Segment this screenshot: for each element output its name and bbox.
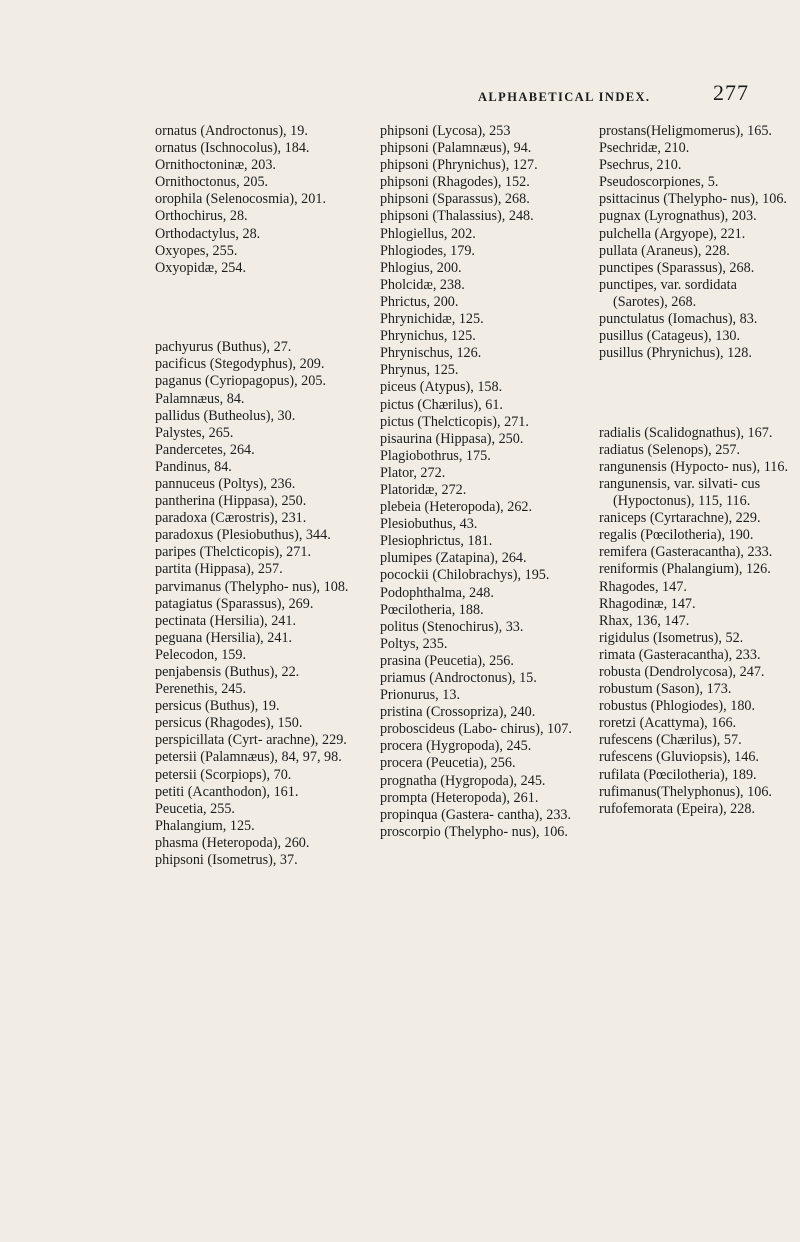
- index-entry: procera (Hygropoda), 245.: [380, 738, 532, 755]
- index-entry: rangunensis (Hypocto- nus), 116.: [599, 458, 789, 475]
- index-entry: pictus (Chærilus), 61.: [380, 396, 503, 413]
- index-entry: roretzi (Acattyma), 166.: [599, 715, 737, 732]
- index-entry: phipsoni (Sparassus), 268.: [380, 191, 530, 208]
- index-entry: pannuceus (Poltys), 236.: [155, 475, 296, 492]
- index-entry: Orthochirus, 28.: [155, 208, 248, 225]
- index-entry: raniceps (Cyrtarachne), 229.: [599, 510, 761, 527]
- index-entry: Phrynischus, 126.: [380, 345, 482, 362]
- index-entry: phipsoni (Lycosa), 253: [380, 123, 511, 139]
- index-entry: petiti (Acanthodon), 161.: [155, 783, 299, 800]
- index-entry: Phalangium, 125.: [155, 817, 255, 834]
- index-entry: peguana (Hersilia), 241.: [155, 629, 293, 646]
- index-entry: Oxyopidæ, 254.: [155, 259, 247, 276]
- index-entry: rufilata (Pœcilotheria), 189.: [599, 766, 757, 783]
- index-entry: Oxyopes, 255.: [155, 242, 238, 259]
- index-entry: phipsoni (Phrynichus), 127.: [380, 157, 538, 174]
- index-entry: Phlogiodes, 179.: [380, 242, 475, 259]
- index-entry: radiatus (Selenops), 257.: [599, 441, 741, 458]
- index-entry: pantherina (Hippasa), 250.: [155, 493, 307, 510]
- index-entry: paradoxus (Plesiobuthus), 344.: [155, 527, 331, 544]
- index-entry: rangunensis, var. silvati- cus (Hypoctonus), 115, 116.: [599, 475, 761, 510]
- index-entry: Perenethis, 245.: [155, 681, 247, 698]
- section-gap: [155, 291, 367, 325]
- index-entry: pictus (Thelcticopis), 271.: [380, 413, 529, 430]
- index-entry: pristina (Crossopriza), 240.: [380, 704, 536, 721]
- index-entry: priamus (Androctonus), 15.: [380, 670, 537, 686]
- index-entry: pusillus (Phrynichus), 128.: [599, 345, 752, 362]
- running-title: ALPHABETICAL INDEX.: [478, 90, 651, 104]
- section-gap: [599, 377, 795, 411]
- index-entry: perspicillata (Cyrt- arachne), 229.: [155, 732, 347, 749]
- index-entry: regalis (Pœcilotheria), 190.: [599, 527, 754, 544]
- index-entry: Platoridæ, 272.: [380, 481, 467, 498]
- index-entry: procera (Peucetia), 256.: [380, 755, 516, 772]
- index-entry: Prionurus, 13.: [380, 687, 461, 704]
- index-entry: orophila (Selenocosmia), 201.: [155, 191, 326, 208]
- index-entry: robustum (Sason), 173.: [599, 681, 732, 698]
- index-entry: Rhagodes, 147.: [599, 578, 687, 595]
- index-entry: Psechridæ, 210.: [599, 140, 690, 157]
- index-entry: psittacinus (Thelypho- nus), 106.: [599, 191, 787, 208]
- index-entry: penjabensis (Buthus), 22.: [155, 664, 300, 680]
- index-entry: Rhax, 136, 147.: [599, 612, 690, 629]
- index-entry: propinqua (Gastera- cantha), 233.: [380, 806, 572, 823]
- index-entry: robustus (Phlogiodes), 180.: [599, 698, 756, 715]
- index-entry: Phrynichus, 125.: [380, 328, 476, 345]
- index-entry: pacificus (Stegodyphus), 209.: [155, 356, 325, 373]
- index-entry: phipsoni (Rhagodes), 152.: [380, 174, 530, 191]
- index-entry: paripes (Thelcticopis), 271.: [155, 544, 312, 561]
- index-entry: Pœcilotheria, 188.: [380, 601, 484, 618]
- index-entry: prasina (Peucetia), 256.: [380, 652, 514, 669]
- index-entry: pulchella (Argyope), 221.: [599, 225, 746, 242]
- index-entry: Podophthalma, 248.: [380, 584, 494, 601]
- index-entry: Phrynichidæ, 125.: [380, 311, 484, 328]
- index-entry: Ornithoctonus, 205.: [155, 174, 269, 191]
- index-entry: Rhagodinæ, 147.: [599, 595, 696, 612]
- index-column-3: [599, 123, 795, 818]
- index-entry: Ornithoctoninæ, 203.: [155, 157, 276, 174]
- index-entry: Palystes, 265.: [155, 424, 234, 441]
- index-entry: radialis (Scalidognathus), 167.: [599, 424, 773, 441]
- index-entry: Plesiobuthus, 43.: [380, 516, 478, 533]
- index-entry: punctulatus (Iomachus), 83.: [599, 311, 758, 328]
- index-entry: remifera (Gasteracantha), 233.: [599, 544, 773, 561]
- index-entry: plumipes (Zatapina), 264.: [380, 550, 527, 567]
- index-entry: rufescens (Gluviopsis), 146.: [599, 749, 759, 766]
- index-entry: proboscideus (Labo- chirus), 107.: [380, 721, 572, 738]
- index-entry: Phrictus, 200.: [380, 293, 459, 310]
- index-entry: Pandercetes, 264.: [155, 441, 255, 458]
- index-entry: Phlogiellus, 202.: [380, 225, 476, 242]
- index-entry: Pholcidæ, 238.: [380, 276, 465, 293]
- index-entry: persicus (Rhagodes), 150.: [155, 715, 303, 732]
- index-entry: petersii (Palamnæus), 84, 97, 98.: [155, 749, 342, 766]
- index-entry: punctipes, var. sordidata (Sarotes), 268.: [599, 276, 737, 310]
- index-entry: ornatus (Androctonus), 19.: [155, 123, 308, 139]
- index-column-2: [380, 123, 588, 841]
- index-entry: Psechrus, 210.: [599, 157, 682, 174]
- index-entry: pocockii (Chilobrachys), 195.: [380, 567, 550, 584]
- index-entry: Plesiophrictus, 181.: [380, 533, 493, 550]
- index-entry: petersii (Scorpiops), 70.: [155, 766, 292, 783]
- index-entry: Phlogius, 200.: [380, 259, 462, 276]
- index-entry: rufimanus(Thelyphonus), 106.: [599, 783, 772, 800]
- index-entry: Plator, 272.: [380, 464, 446, 481]
- index-entry: pallidus (Butheolus), 30.: [155, 407, 296, 424]
- index-entry: rufescens (Chærilus), 57.: [599, 732, 742, 749]
- index-entry: parvimanus (Thelypho- nus), 108.: [155, 578, 349, 595]
- index-entry: punctipes (Sparassus), 268.: [599, 259, 755, 276]
- index-entry: pachyurus (Buthus), 27.: [155, 339, 292, 356]
- index-entry: partita (Hippasa), 257.: [155, 561, 283, 578]
- index-entry: Phrynus, 125.: [380, 362, 459, 379]
- index-entry: Plagiobothrus, 175.: [380, 447, 491, 464]
- index-entry: rufofemorata (Epeira), 228.: [599, 800, 755, 817]
- index-entry: phipsoni (Palamnæus), 94.: [380, 140, 532, 157]
- index-entry: pullata (Araneus), 228.: [599, 242, 730, 259]
- index-entry: plebeia (Heteropoda), 262.: [380, 499, 533, 516]
- index-entry: politus (Stenochirus), 33.: [380, 618, 524, 635]
- index-entry: reniformis (Phalangium), 126.: [599, 561, 771, 578]
- index-entry: prostans(Heligmomerus), 165.: [599, 123, 772, 139]
- index-entry: pectinata (Hersilia), 241.: [155, 612, 297, 629]
- index-entry: ornatus (Ischnocolus), 184.: [155, 140, 310, 157]
- index-entry: pisaurina (Hippasa), 250.: [380, 430, 524, 447]
- index-entry: Palamnæus, 84.: [155, 390, 245, 407]
- index-entry: pugnax (Lyrognathus), 203.: [599, 208, 757, 225]
- index-entry: Pelecodon, 159.: [155, 646, 247, 663]
- index-entry: Pandinus, 84.: [155, 458, 232, 475]
- index-column-1: [155, 123, 367, 869]
- index-entry: pusillus (Catageus), 130.: [599, 328, 741, 345]
- index-entry: persicus (Buthus), 19.: [155, 698, 280, 715]
- index-entry: Poltys, 235.: [380, 635, 448, 652]
- index-entry: paganus (Cyriopagopus), 205.: [155, 373, 327, 390]
- index-entry: piceus (Atypus), 158.: [380, 379, 503, 396]
- index-entry: paradoxa (Cærostris), 231.: [155, 510, 307, 527]
- index-entry: phipsoni (Thalassius), 248.: [380, 208, 534, 225]
- index-entry: Pseudoscorpiones, 5.: [599, 174, 719, 191]
- page-number: 277: [713, 80, 749, 105]
- index-entry: rigidulus (Isometrus), 52.: [599, 629, 744, 646]
- index-entry: phasma (Heteropoda), 260.: [155, 834, 310, 851]
- index-entry: robusta (Dendrolycosa), 247.: [599, 664, 765, 680]
- index-entry: prognatha (Hygropoda), 245.: [380, 772, 546, 789]
- index-entry: patagiatus (Sparassus), 269.: [155, 595, 314, 612]
- index-entry: Peucetia, 255.: [155, 800, 235, 817]
- index-entry: rimata (Gasteracantha), 233.: [599, 646, 761, 663]
- index-entry: Orthodactylus, 28.: [155, 225, 261, 242]
- index-entry: proscorpio (Thelypho- nus), 106.: [380, 823, 568, 840]
- index-entry: prompta (Heteropoda), 261.: [380, 789, 539, 806]
- index-entry: phipsoni (Isometrus), 37.: [155, 852, 298, 869]
